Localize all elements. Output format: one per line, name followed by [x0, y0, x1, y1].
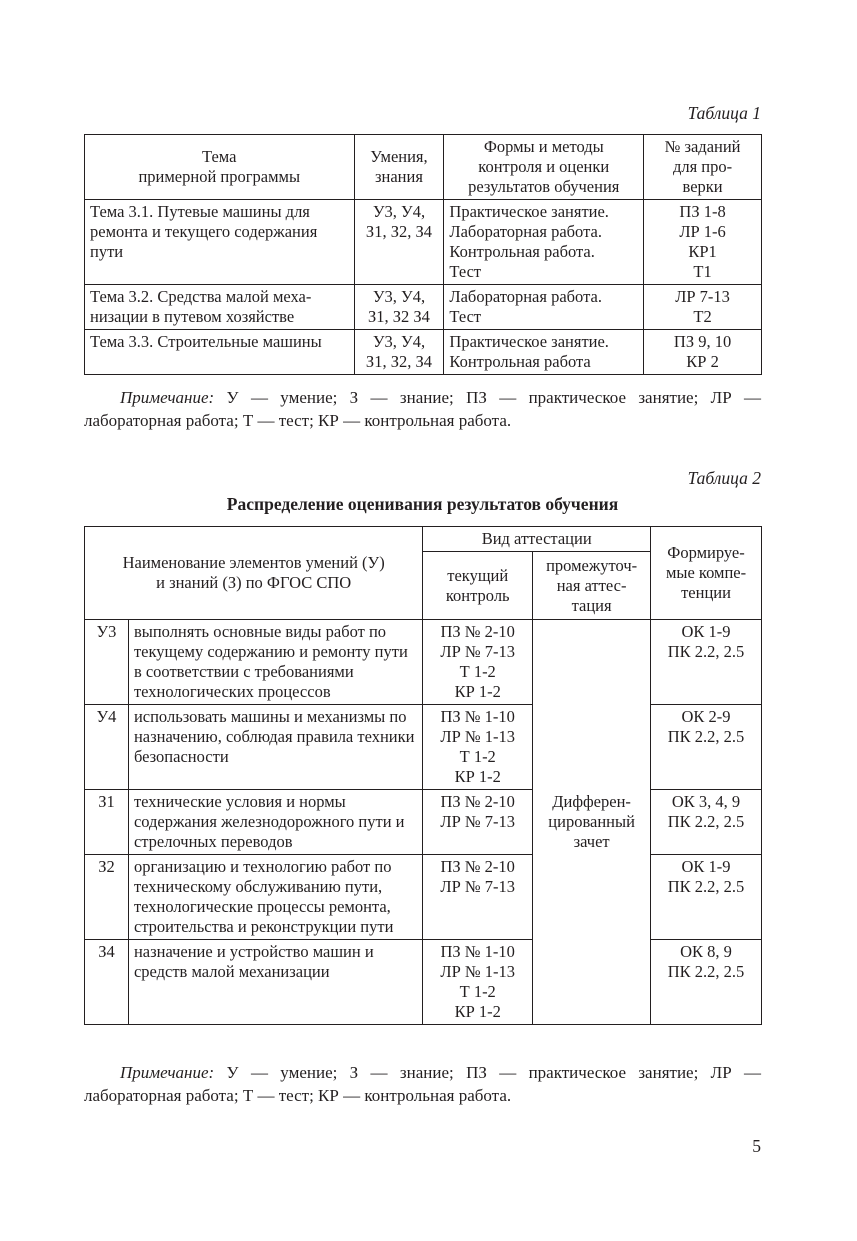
table2-desc: организацию и технологию работ по техническому обслуживанию пути, технологические процессы ремонта, строительства и реконструкции пути — [128, 855, 422, 940]
table-row — [85, 705, 762, 790]
table2-code: У3 — [85, 620, 129, 705]
table2 — [84, 526, 762, 1025]
table-row — [85, 855, 762, 940]
note-text: У — умение; З — знание; ПЗ — практическое занятие; ЛР — лабораторная работа; Т — тест; КР — контрольная работа. — [84, 1063, 761, 1105]
table2-competencies: ОК 2-9 ПК 2.2, 2.5 — [651, 705, 762, 790]
table1-tasks: ЛР 7-13 Т2 — [644, 285, 762, 330]
table2-note — [84, 1061, 761, 1107]
table2-code: З1 — [85, 790, 129, 855]
table2-header-row — [85, 527, 762, 552]
table1-header-tasks: № заданий для про- верки — [644, 135, 762, 200]
table-row — [85, 330, 762, 375]
table2-current: ПЗ № 1-10 ЛР № 1-13 Т 1-2 КР 1-2 — [423, 705, 533, 790]
table1-forms: Лабораторная работа. Тест — [444, 285, 644, 330]
table1-caption: Таблица 1 — [687, 103, 761, 123]
table1 — [84, 134, 762, 375]
table-row — [85, 940, 762, 1025]
table-row — [85, 620, 762, 705]
table2-current: ПЗ № 1-10 ЛР № 1-13 Т 1-2 КР 1-2 — [423, 940, 533, 1025]
table1-skills: У3, У4, З1, З2, З4 — [354, 330, 444, 375]
table2-header-type: Вид аттестации — [423, 527, 651, 552]
table1-header-row — [85, 135, 762, 200]
table2-competencies: ОК 3, 4, 9 ПК 2.2, 2.5 — [651, 790, 762, 855]
table2-desc: технические условия и нормы содержания железнодорожного пути и стрелочных переводов — [128, 790, 422, 855]
table-row — [85, 790, 762, 855]
table1-tasks: ПЗ 9, 10 КР 2 — [644, 330, 762, 375]
note-text: У — умение; З — знание; ПЗ — практическое занятие; ЛР — лабораторная работа; Т — тест; КР — контрольная работа. — [84, 388, 761, 430]
table2-current: ПЗ № 2-10 ЛР № 7-13 — [423, 855, 533, 940]
table2-header-interim: промежуточ- ная аттес- тация — [533, 552, 651, 620]
table2-competencies: ОК 8, 9 ПК 2.2, 2.5 — [651, 940, 762, 1025]
table1-skills: У3, У4, З1, З2, З4 — [354, 200, 444, 285]
table2-header-current: текущий контроль — [423, 552, 533, 620]
table2-desc: использовать машины и механизмы по назначению, соблюдая правила техники безопасности — [128, 705, 422, 790]
table2-current: ПЗ № 2-10 ЛР № 7-13 Т 1-2 КР 1-2 — [423, 620, 533, 705]
table2-current: ПЗ № 2-10 ЛР № 7-13 — [423, 790, 533, 855]
table2-desc: выполнять основные виды работ по текущему содержанию и ремонту пути в соответствии с требованиями технологических процессов — [128, 620, 422, 705]
table-row — [85, 200, 762, 285]
note-label: Примечание: — [120, 1063, 215, 1082]
table1-header-topic: Тема примерной программы — [85, 135, 355, 200]
table2-caption: Таблица 2 — [687, 468, 761, 488]
table1-forms: Практическое занятие. Контрольная работа — [444, 330, 644, 375]
table2-header-name: Наименование элементов умений (У) и знаний (З) по ФГОС СПО — [85, 527, 423, 620]
table2-code: З4 — [85, 940, 129, 1025]
table1-topic: Тема 3.3. Строительные машины — [85, 330, 355, 375]
table1-tasks: ПЗ 1-8 ЛР 1-6 КР1 Т1 — [644, 200, 762, 285]
table-row — [85, 285, 762, 330]
table2-desc: назначение и устройство машин и средств малой механизации — [128, 940, 422, 1025]
table1-skills: У3, У4, З1, З2 З4 — [354, 285, 444, 330]
note-label: Примечание: — [120, 388, 215, 407]
table2-title: Распределение оценивания результатов обучения — [226, 494, 619, 514]
table2-code: У4 — [85, 705, 129, 790]
table1-topic: Тема 3.2. Средства малой меха- низации в путевом хозяйстве — [85, 285, 355, 330]
table1-topic: Тема 3.1. Путевые машины для ремонта и текущего содержания пути — [85, 200, 355, 285]
table1-header-forms: Формы и методы контроля и оценки результатов обучения — [444, 135, 644, 200]
table1-forms: Практическое занятие. Лабораторная работа. Контрольная работа. Тест — [444, 200, 644, 285]
table2-competencies: ОК 1-9 ПК 2.2, 2.5 — [651, 620, 762, 705]
table2-header-competencies: Формируе- мые компе- тенции — [651, 527, 762, 620]
page-number: 5 — [752, 1136, 761, 1156]
table2-competencies: ОК 1-9 ПК 2.2, 2.5 — [651, 855, 762, 940]
table2-code: З2 — [85, 855, 129, 940]
table2-interim-value: Дифферен- цированный зачет — [533, 620, 651, 1025]
table1-note — [84, 386, 761, 432]
table1-header-skills: Умения, знания — [354, 135, 444, 200]
